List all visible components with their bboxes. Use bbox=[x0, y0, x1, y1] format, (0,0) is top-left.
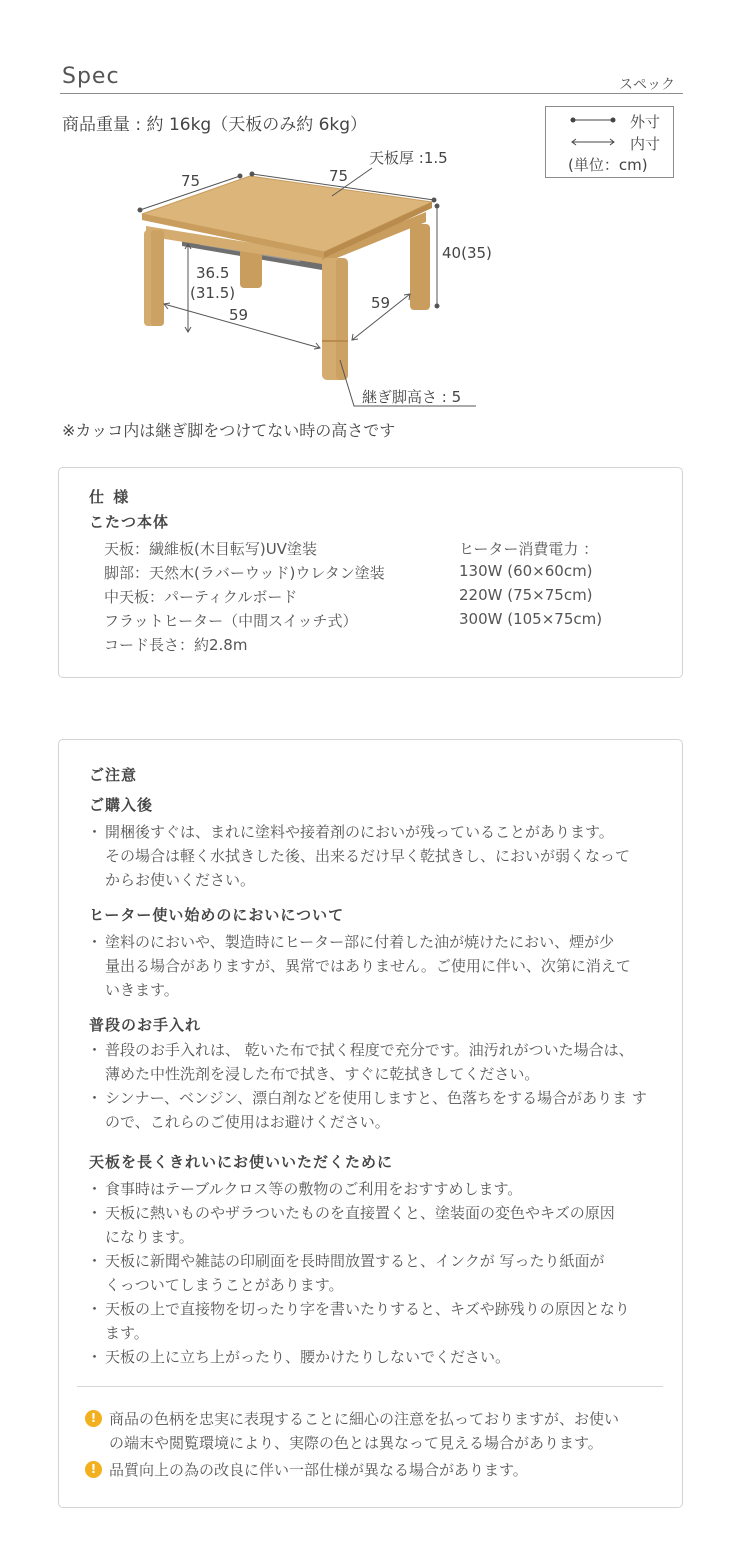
caution-box bbox=[58, 739, 683, 1508]
spec-title: Spec bbox=[62, 64, 120, 89]
list-item: ・ 普段のお手入れは、 乾いた布で拭く程度で充分です。油汚れがついた場合は、 薄めた中性洗剤を浸した布で拭き、すぐに乾拭きしてください。 bbox=[87, 1041, 634, 1083]
inner-dimension-arrow-icon bbox=[570, 138, 616, 146]
height-outer-label: 40(35) bbox=[442, 244, 492, 262]
legend-outer-label: 外寸 bbox=[630, 113, 661, 131]
height-dimension-end-b bbox=[435, 304, 440, 309]
extension-leg-label: 継ぎ脚高さ : 5 bbox=[362, 388, 462, 406]
under-height-label: 36.5 bbox=[196, 264, 230, 282]
warning-icon: ! bbox=[85, 1410, 102, 1427]
inner-depth-label: 59 bbox=[371, 294, 391, 312]
back-right-leg bbox=[410, 224, 430, 310]
power-heading: ヒーター消費電力 ： bbox=[459, 540, 599, 558]
list-item: ・ 天板の上に立ち上がったり、腰かけたりしないでください。 bbox=[87, 1348, 511, 1366]
spec-box-title: 仕 様 bbox=[89, 488, 131, 506]
front-right-leg-shade bbox=[336, 258, 348, 380]
spec-line-top: 天板：繊維板(木目転写)UV塗装 bbox=[104, 540, 317, 558]
section-heater-smell-heading: ヒーター使い始めのにおいについて bbox=[89, 906, 345, 924]
depth-dimension-end-b bbox=[238, 174, 243, 179]
spec-box-subtitle: こたつ本体 bbox=[89, 513, 170, 531]
depth-outer-label: 75 bbox=[181, 172, 201, 190]
warning-icon: ! bbox=[85, 1461, 102, 1478]
inner-width-label: 59 bbox=[229, 306, 249, 324]
dimension-legend bbox=[545, 106, 674, 178]
power-300w: 300W (105×75cm) bbox=[459, 610, 603, 628]
width-dimension-end-a bbox=[250, 172, 255, 177]
spec-line-legs: 脚部：天然木(ラバーウッド)ウレタン塗装 bbox=[104, 564, 385, 582]
section-daily-care-heading: 普段のお手入れ bbox=[89, 1016, 202, 1034]
height-dimension-end-a bbox=[435, 204, 440, 209]
list-item: ・ 食事時はテーブルクロス等の敷物のご利用をおすすめします。 bbox=[87, 1180, 523, 1198]
parenthesis-footnote: ※カッコ内は継ぎ脚をつけてない時の高さです bbox=[62, 421, 396, 440]
power-130w: 130W (60×60cm) bbox=[459, 562, 593, 580]
list-item: ・ 開梱後すぐは、まれに塗料や接着剤のにおいが残っていることがあります。 その場合は軽く水拭きした後、出来るだけ早く乾拭きし、においが弱くなって からお使いください。 bbox=[87, 823, 631, 889]
caution-divider bbox=[77, 1386, 663, 1387]
list-item: ・ 天板に新聞や雑誌の印刷面を長時間放置すると、インクが 写ったり紙面が くっついてしまうことがあります。 bbox=[87, 1252, 605, 1294]
product-weight: 商品重量 : 約 16kg（天板のみ約 6kg） bbox=[62, 115, 368, 135]
spec-line-heater: フラットヒーター（中間スイッチ式） bbox=[104, 612, 358, 630]
spec-header bbox=[60, 62, 683, 94]
spec-line-middle-board: 中天板：パーティクルボード bbox=[104, 588, 298, 606]
legend-inner-row bbox=[546, 132, 673, 154]
legend-inner-label: 内寸 bbox=[630, 135, 661, 153]
width-outer-label: 75 bbox=[329, 167, 349, 185]
caution-title: ご注意 bbox=[89, 766, 138, 784]
list-item: ・ 天板に熱いものやザラついたものを直接置くと、塗装面の変色やキズの原因 になります。 bbox=[87, 1204, 615, 1246]
specification-box bbox=[58, 467, 683, 678]
inner-width-arrowhead-b bbox=[314, 343, 320, 349]
list-item: ・ シンナー、ベンジン、漂白剤などを使用しますと、色落ちをする場合がありま す ので、これらのご使用はお避けください。 bbox=[87, 1089, 647, 1131]
list-item: ・ 天板の上で直接物を切ったり字を書いたりすると、キズや跡残りの原因となり ます。 bbox=[87, 1300, 630, 1342]
under-height-alt-label: (31.5) bbox=[190, 284, 236, 302]
section-after-purchase-heading: ご購入後 bbox=[89, 796, 154, 814]
front-left-leg-shade bbox=[151, 230, 164, 326]
warning-color-note: ! 商品の色柄を忠実に表現することに細心の注意を払っておりますが、お使い の端末や閲覧環境により、実際の色とは異なって見える場合があります。 bbox=[85, 1407, 665, 1455]
power-220w: 220W (75×75cm) bbox=[459, 586, 593, 604]
spec-line-cord: コード長さ：約2.8m bbox=[104, 636, 248, 654]
outer-dimension-line-icon bbox=[570, 116, 616, 124]
section-tabletop-care-heading: 天板を長くきれいにお使いいただくために bbox=[89, 1153, 394, 1171]
inner-width-arrowhead-a bbox=[164, 303, 170, 309]
legend-outer-row bbox=[546, 110, 673, 132]
warning-spec-change-note: ! 品質向上の為の改良に伴い一部仕様が異なる場合があります。 bbox=[85, 1458, 665, 1482]
width-dimension-end-b bbox=[432, 198, 437, 203]
top-thickness-label: 天板厚 :1.5 bbox=[369, 149, 448, 167]
depth-dimension-end-a bbox=[138, 208, 143, 213]
legend-unit: (単位：cm) bbox=[568, 156, 648, 174]
list-item: ・ 塗料のにおいや、製造時にヒーター部に付着した油が焼けたにおい、煙が少 量出る場合がありますが、異常ではありません。ご使用に伴い、次第に消えて いきます。 bbox=[87, 933, 631, 999]
spec-subtitle: スペック bbox=[619, 77, 675, 93]
